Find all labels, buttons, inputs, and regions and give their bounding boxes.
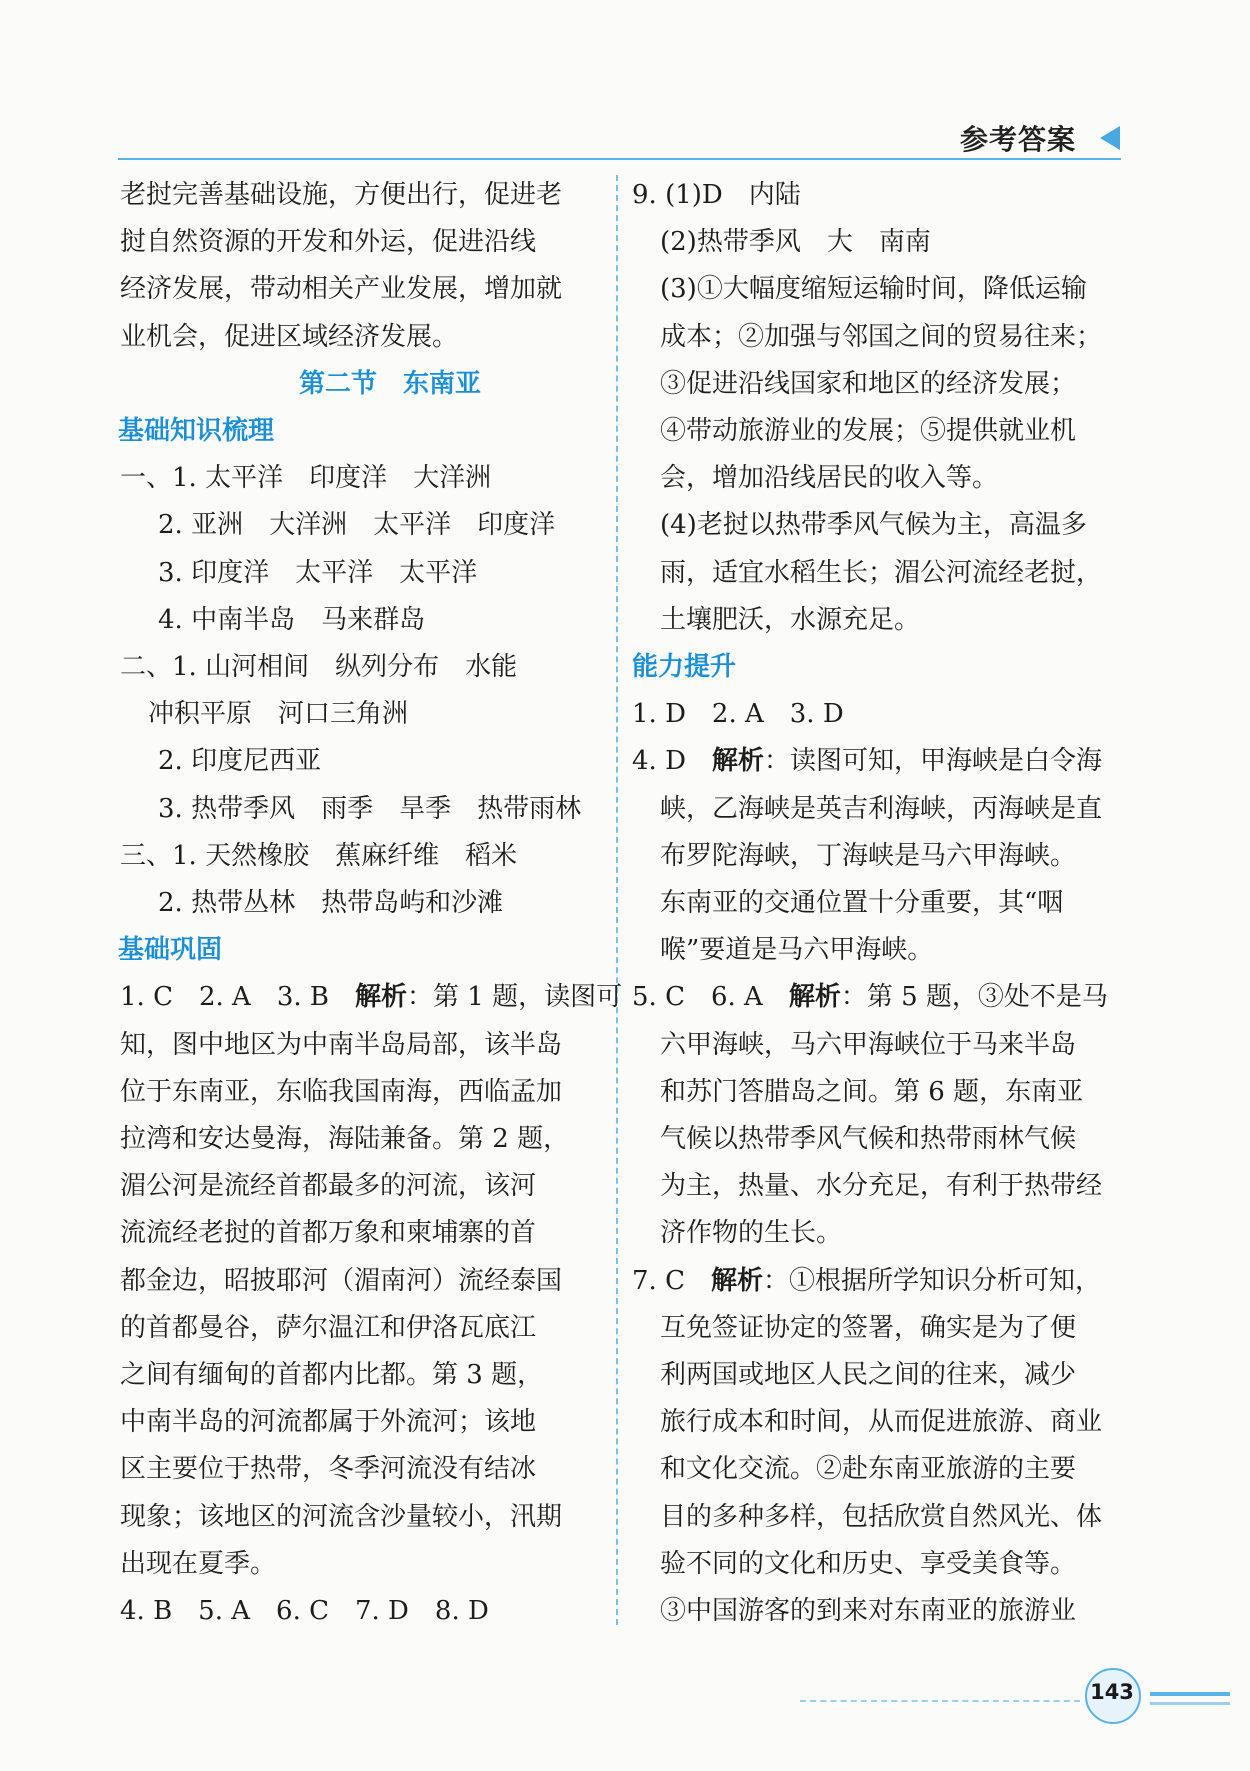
text-line: 利两国或地区人民之间的往来，减少 [660,1360,1077,1391]
text-line [632,974,1112,1021]
answer-head: 4. D [632,746,712,777]
text-line [120,974,623,1021]
text-line: 冲积平原 河口三角洲 [148,699,409,730]
text-line: 雨，适宜水稻生长；湄公河流经老挝， [660,557,1103,588]
analysis-label: 解析 [711,746,764,777]
text-line [632,738,1112,785]
text-line: 经济发展，带动相关产业发展，增加就 [120,274,563,305]
footer-stripe [1150,1692,1230,1696]
text-line: (4)老挝以热带季风气候为主，高温多 [660,510,1087,541]
text-line: 出现在夏季。 [120,1548,277,1579]
text-line: 东南亚的交通位置十分重要，其“咽 [660,888,1064,919]
text-line: 验不同的文化和历史、享受美食等。 [660,1548,1077,1579]
analysis-text: ：①根据所学知识分析可知， [762,1265,1101,1296]
column-divider [616,175,618,1625]
text-line: 区主要位于热带，冬季河流没有结冰 [120,1454,537,1485]
answer-head: 1. C 2. A 3. B [120,982,355,1013]
text-line [632,1258,1112,1305]
header-arrow-icon [1100,126,1120,150]
text-line: 业机会，促进区域经济发展。 [120,321,459,352]
subsection-title: 能力提升 [632,652,737,683]
text-line: 会，增加沿线居民的收入等。 [660,463,999,494]
text-line: 气候以热带季风气候和热带雨林气候 [660,1124,1077,1155]
text-line: 互免签证协定的签署，确实是为了便 [660,1312,1077,1343]
text-line: 之间有缅甸的首都内比都。第 3 题， [120,1360,544,1391]
text-line: ④带动旅游业的发展；⑤提供就业机 [660,416,1077,447]
text-line: 和苏门答腊岛之间。第 6 题，东南亚 [660,1076,1084,1107]
text-line: 流流经老挝的首都万象和柬埔寨的首 [120,1218,537,1249]
text-line: 老挝完善基础设施，方便出行，促进老 [120,180,563,210]
text-line: 峡，乙海峡是英吉利海峡，丙海峡是直 [660,793,1103,824]
footer-dashed-line [800,1700,1080,1702]
text-line: 为主，热量、水分充足，有利于热带经 [660,1171,1103,1202]
text-line: 济作物的生长。 [660,1218,843,1249]
answer-head: 7. C [632,1265,711,1296]
text-line: 9. (1)D 内陆 [632,180,801,210]
text-line: 布罗陀海峡，丁海峡是马六甲海峡。 [660,840,1077,871]
analysis-text: ：读图可知，甲海峡是白令海 [763,746,1102,777]
text-line: 1. D 2. A 3. D [632,699,844,730]
text-line: 一、1. 太平洋 印度洋 大洋洲 [120,463,492,494]
page-header-title: 参考答案 [960,123,1077,156]
text-line: 2. 印度尼西亚 [158,746,322,777]
subsection-title: 基础知识梳理 [118,416,275,447]
text-line: ③中国游客的到来对东南亚的旅游业 [660,1596,1077,1627]
analysis-label: 解析 [788,982,841,1013]
text-line: 拉湾和安达曼海，海陆兼备。第 2 题， [120,1124,570,1155]
text-line: 喉”要道是马六甲海峡。 [660,935,934,966]
text-line: 二、1. 山河相间 纵列分布 水能 [120,652,518,683]
text-line: 3. 热带季风 雨季 旱季 热带雨林 [158,793,582,824]
page-number: 143 [1090,1680,1134,1704]
header-rule [118,158,1121,160]
right-column [632,172,1112,1635]
text-line: 三、1. 天然橡胶 蕉麻纤维 稻米 [120,840,518,871]
subsection-title: 基础巩固 [118,935,223,966]
text-line: 位于东南亚，东临我国南海，西临孟加 [120,1076,563,1107]
text-line: 挝自然资源的开发和外运，促进沿线 [120,227,537,258]
section-title: 第二节 东南亚 [298,368,481,399]
text-line: ③促进沿线国家和地区的经济发展； [660,368,1077,399]
footer-stripe [1150,1702,1230,1705]
text-line: 2. 热带丛林 热带岛屿和沙滩 [158,888,504,919]
text-line: 3. 印度洋 太平洋 太平洋 [158,557,478,588]
text-line: 六甲海峡，马六甲海峡位于马来半岛 [660,1029,1077,1060]
text-line: 4. 中南半岛 马来群岛 [158,604,426,635]
answer-head: 5. C 6. A [632,982,789,1013]
text-line: 知，图中地区为中南半岛局部，该半岛 [120,1029,563,1060]
text-line: 成本；②加强与邻国之间的贸易往来； [660,321,1103,352]
text-line: (3)①大幅度缩短运输时间，降低运输 [660,274,1087,305]
text-line: 中南半岛的河流都属于外流河；该地 [120,1407,537,1438]
text-line: 目的多种多样，包括欣赏自然风光、体 [660,1501,1103,1532]
text-line: 都金边，昭披耶河（湄南河）流经泰国 [120,1265,563,1296]
analysis-text: ：第 5 题，③处不是马 [840,982,1108,1013]
text-line: 的首都曼谷，萨尔温江和伊洛瓦底江 [120,1312,537,1343]
text-line: 和文化交流。②赴东南亚旅游的主要 [660,1454,1077,1485]
analysis-text: ：第 1 题，读图可 [407,982,623,1013]
text-line: (2)热带季风 大 南南 [660,227,931,258]
left-column [118,172,623,1635]
analysis-label: 解析 [355,982,408,1013]
text-line: 4. B 5. A 6. C 7. D 8. D [120,1596,489,1627]
analysis-label: 解析 [710,1265,763,1296]
text-line: 湄公河是流经首都最多的河流，该河 [120,1171,537,1202]
text-line: 现象；该地区的河流含沙量较小，汛期 [120,1501,563,1532]
text-line: 土壤肥沃，水源充足。 [660,604,921,635]
text-line: 2. 亚洲 大洋洲 太平洋 印度洋 [158,510,556,541]
text-line: 旅行成本和时间，从而促进旅游、商业 [660,1407,1103,1438]
